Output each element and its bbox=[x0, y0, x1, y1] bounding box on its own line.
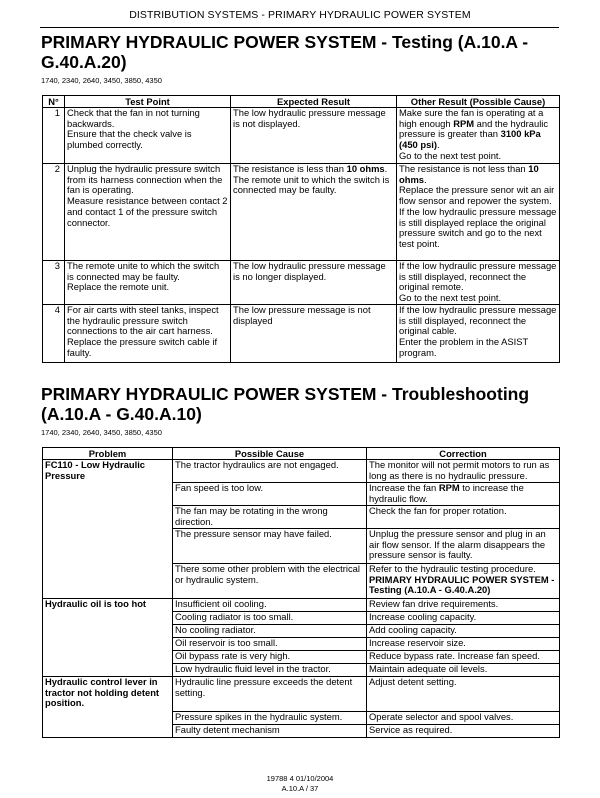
footer-doc-id: 19788 4 01/10/2004 bbox=[266, 774, 334, 783]
testing-table bbox=[42, 95, 560, 363]
other-result bbox=[397, 164, 560, 261]
text-run: and the hydraulic pressure is greater than bbox=[399, 117, 549, 140]
problem-cell bbox=[43, 677, 173, 738]
troubleshooting-models: 1740, 2340, 2640, 3450, 3850, 4350 bbox=[41, 428, 162, 437]
correction-cell bbox=[367, 483, 560, 506]
test-point-line: Replace the pressure switch cable if faulty. bbox=[67, 336, 218, 358]
correction-cell: The monitor will not permit motors to run as long as there is no hydraulic pressure. bbox=[367, 460, 560, 483]
text-run: The remote unit to which the switch is connected may be faulty. bbox=[233, 173, 390, 196]
col-header-possible-cause: Possible Cause bbox=[173, 448, 367, 460]
troubleshooting-title: PRIMARY HYDRAULIC POWER SYSTEM - Troubleshooting (A.10.A - G.40.A.10) bbox=[41, 384, 530, 424]
correction-cell: Adjust detent setting. bbox=[367, 677, 560, 712]
table-row bbox=[43, 305, 560, 363]
correction-cell: Maintain adequate oil levels. bbox=[367, 664, 560, 677]
header-rule bbox=[40, 27, 559, 28]
other-result bbox=[397, 261, 560, 305]
col-header-problem: Problem bbox=[43, 448, 173, 460]
text-run: to increase the hydraulic flow. bbox=[369, 482, 524, 504]
other-result bbox=[397, 305, 560, 363]
cause-cell: Oil reservoir is too small. bbox=[173, 638, 367, 651]
cause-cell: Cooling radiator is too small. bbox=[173, 612, 367, 625]
cause-cell: Hydraulic line pressure exceeds the detent setting. bbox=[173, 677, 367, 712]
text-run: If the low hydraulic pressure message is still displayed, reconnect the original remote. bbox=[399, 260, 557, 293]
text-run: Refer to the hydraulic testing procedure. bbox=[369, 563, 536, 574]
correction-cell bbox=[367, 564, 560, 599]
text-run: Go to the next test point. bbox=[399, 292, 502, 304]
test-point-line: The remote unite to which the switch is connected may be faulty. bbox=[67, 260, 220, 282]
test-point-line: Check that the fan in not turning backwards. bbox=[67, 107, 200, 129]
text-run: Make sure the fan is operating at a high enough bbox=[399, 107, 544, 129]
cause-cell: The pressure sensor may have failed. bbox=[173, 529, 367, 564]
bold-run: 10 ohms bbox=[346, 163, 385, 174]
cause-cell: Insufficient oil cooling. bbox=[173, 599, 367, 612]
correction-cell: Increase cooling capacity. bbox=[367, 612, 560, 625]
bold-run: RPM bbox=[453, 117, 475, 129]
cause-cell: Oil bypass rate is very high. bbox=[173, 651, 367, 664]
text-run: Enter the problem in the ASIST program. bbox=[399, 336, 529, 358]
test-number: 4 bbox=[43, 305, 65, 363]
test-point bbox=[65, 305, 231, 363]
test-point-line: Replace the remote unit. bbox=[67, 281, 170, 293]
test-number: 1 bbox=[43, 108, 65, 164]
text-run: If the low hydraulic pressure message is still displayed, reconnect the original cable. bbox=[399, 304, 557, 337]
test-point-line: Unplug the hydraulic pressure switch from its harness connection when the fan is operating. bbox=[67, 163, 223, 196]
correction-cell: Add cooling capacity. bbox=[367, 625, 560, 638]
correction-cell: Service as required. bbox=[367, 725, 560, 738]
other-result bbox=[397, 108, 560, 164]
cause-cell: The fan may be rotating in the wrong direction. bbox=[173, 506, 367, 529]
cause-cell: Faulty detent mechanism bbox=[173, 725, 367, 738]
text-run: . bbox=[424, 173, 427, 185]
text-run: Go to the next test point. bbox=[399, 149, 502, 161]
text-run: . bbox=[384, 163, 388, 174]
bold-run: 10 ohms bbox=[399, 163, 539, 185]
text-run: The resistance is not less than bbox=[399, 163, 529, 174]
troubleshooting-table bbox=[42, 447, 560, 738]
cause-cell: Low hydraulic fluid level in the tractor. bbox=[173, 664, 367, 677]
text-run: Increase the fan bbox=[369, 482, 439, 493]
test-point-line: Ensure that the check valve is plumbed correctly. bbox=[67, 128, 192, 151]
problem-cell bbox=[43, 460, 173, 599]
cause-cell: Fan speed is too low. bbox=[173, 483, 367, 506]
col-header-test-point: Test Point bbox=[65, 96, 231, 108]
bold-run: RPM bbox=[438, 482, 460, 493]
testing-models: 1740, 2340, 2640, 3450, 3850, 4350 bbox=[41, 76, 162, 85]
troubleshooting-header-row bbox=[43, 448, 560, 460]
cause-cell: No cooling radiator. bbox=[173, 625, 367, 638]
text-run: The resistance is less than bbox=[233, 163, 347, 174]
bold-run: PRIMARY HYDRAULIC POWER SYSTEM - Testing (A.10.A - G.40.A.20) bbox=[369, 573, 555, 596]
bold-run: 3100 kPa (450 psi) bbox=[399, 128, 541, 151]
test-point bbox=[65, 164, 231, 261]
test-point-line: For air carts with steel tanks, inspect the hydraulic pressure switch connections to the air cart harness. bbox=[67, 304, 219, 337]
table-row bbox=[43, 460, 560, 483]
running-header: DISTRIBUTION SYSTEMS - PRIMARY HYDRAULIC POWER SYSTEM bbox=[129, 9, 471, 21]
correction-cell: Increase reservoir size. bbox=[367, 638, 560, 651]
page-footer bbox=[0, 774, 600, 794]
col-header-correction: Correction bbox=[367, 448, 560, 460]
testing-header-row bbox=[43, 96, 560, 108]
col-header-other-result: Other Result (Possible Cause) bbox=[397, 96, 560, 108]
cause-cell: There some other problem with the electrical or hydraulic system. bbox=[173, 564, 367, 599]
test-number: 2 bbox=[43, 164, 65, 261]
test-point-line: Measure resistance between contact 2 and contact 1 of the pressure switch connector. bbox=[67, 195, 228, 228]
testing-title: PRIMARY HYDRAULIC POWER SYSTEM - Testing (A.10.A - G.40.A.20) bbox=[41, 32, 529, 72]
col-header-expected-result: Expected Result bbox=[231, 96, 397, 108]
test-point bbox=[65, 261, 231, 305]
cause-cell: The tractor hydraulics are not engaged. bbox=[173, 460, 367, 483]
correction-cell: Check the fan for proper rotation. bbox=[367, 506, 560, 529]
correction-cell: Operate selector and spool valves. bbox=[367, 712, 560, 725]
table-row bbox=[43, 164, 560, 261]
correction-cell: Unplug the pressure sensor and plug in an air flow sensor. If the alarm disappears the pressure sensor is faulty. bbox=[367, 529, 560, 564]
correction-cell: Reduce bypass rate. Increase fan speed. bbox=[367, 651, 560, 664]
footer-page-number: A.10.A / 37 bbox=[281, 784, 319, 793]
problem-cell bbox=[43, 599, 173, 677]
table-row bbox=[43, 677, 560, 712]
text-run: Replace the pressure senor wit an air flow sensor and repower the system. If the low hydraulic pressure message is still displayed replace the original pressure switch and go to the next test point. bbox=[399, 184, 557, 249]
table-row bbox=[43, 108, 560, 164]
problem-label: Hydraulic control lever in tractor not holding detent position. bbox=[45, 676, 160, 709]
expected-result: The low hydraulic pressure message is no longer displayed. bbox=[231, 261, 397, 305]
expected-result: The low hydraulic pressure message is not displayed. bbox=[231, 108, 397, 164]
col-header-number: N° bbox=[43, 96, 65, 108]
problem-label: Hydraulic oil is too hot bbox=[45, 598, 147, 609]
expected-result: The low pressure message is not displayed bbox=[231, 305, 397, 363]
expected-result bbox=[231, 164, 397, 261]
cause-cell: Pressure spikes in the hydraulic system. bbox=[173, 712, 367, 725]
test-number: 3 bbox=[43, 261, 65, 305]
text-run: . bbox=[437, 139, 440, 151]
table-row bbox=[43, 599, 560, 612]
correction-cell: Review fan drive requirements. bbox=[367, 599, 560, 612]
problem-label: FC110 - Low Hydraulic Pressure bbox=[45, 459, 146, 481]
table-row bbox=[43, 261, 560, 305]
test-point bbox=[65, 108, 231, 164]
